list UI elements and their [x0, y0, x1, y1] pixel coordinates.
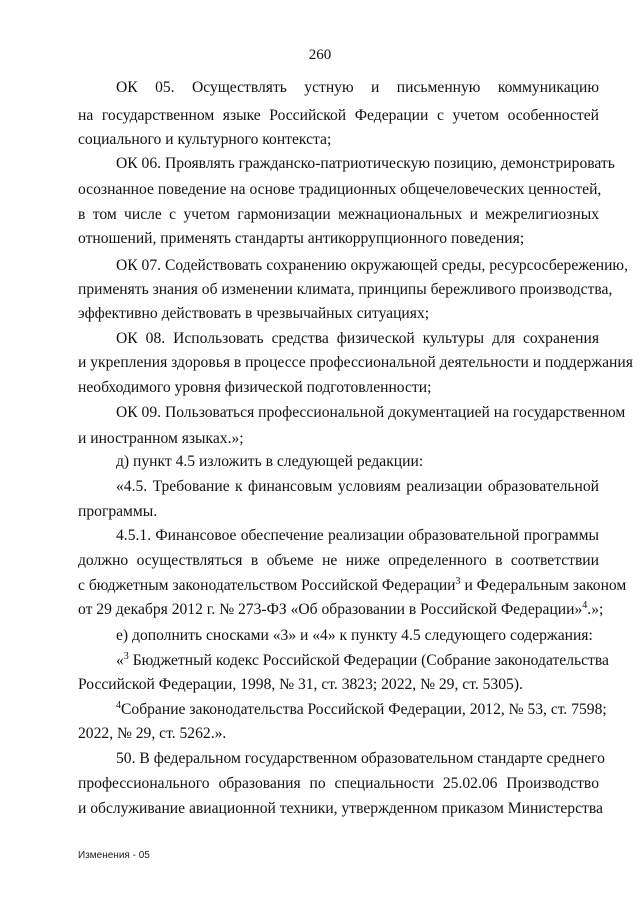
text-segment: и Федеральным законом	[464, 577, 627, 594]
text-line: и иностранном языках.»;	[78, 430, 244, 447]
text-line: ОК 06. Проявлять гражданско-патриотическую позицию, демонстрировать	[116, 155, 615, 172]
text-segment: .»;	[587, 601, 604, 618]
text-line: отношений, применять стандарты антикоррупционного поведения;	[78, 230, 525, 247]
text-line: «4.5. Требование к финансовым условиям реализации образовательной	[116, 478, 599, 495]
footnote-marker: 3	[123, 651, 129, 662]
text-line: эффективно действовать в чрезвычайных ситуациях;	[78, 305, 430, 322]
text-line: должно осуществляться в объеме не ниже определенного в соответствии	[78, 552, 599, 569]
text-line: и укрепления здоровья в процессе профессиональной деятельности и поддержания	[78, 354, 633, 371]
text-line: ОК 09. Пользоваться профессиональной документацией на государственном	[116, 404, 626, 421]
text-line: необходимого уровня физической подготовленности;	[78, 379, 432, 396]
text-line	[116, 700, 607, 719]
text-line: е) дополнить сносками «3» и «4» к пункту 4.5 следующего содержания:	[116, 627, 593, 644]
footnote-marker: 4	[582, 600, 588, 611]
page-footer: Изменения - 05	[78, 850, 150, 861]
text-line: ОК 07. Содействовать сохранению окружающей среды, ресурсосбережению,	[116, 257, 628, 274]
page-number: 260	[308, 47, 332, 63]
text-line: программы.	[78, 503, 158, 520]
text-line: 2022, № 29, ст. 5262.».	[78, 725, 227, 742]
footnote-marker: 4	[116, 700, 121, 711]
text-line: в том числе с учетом гармонизации межнациональных и межрелигиозных	[78, 206, 599, 223]
text-line: Российской Федерации, 1998, № 31, ст. 3823; 2022, № 29, ст. 5305).	[78, 676, 523, 693]
text-line: д) пункт 4.5 изложить в следующей редакции:	[116, 453, 424, 470]
text-line: 4.5.1. Финансовое обеспечение реализации образовательной программы	[116, 527, 599, 544]
text-line	[116, 651, 609, 670]
text-segment: от 29 декабря 2012 г. № 273-ФЗ «Об образовании в Российской Федерации»	[78, 601, 583, 618]
text-line: профессионального образования по специальности 25.02.06 Производство	[78, 775, 599, 792]
text-line: применять знания об изменении климата, принципы бережливого производства,	[78, 281, 613, 298]
text-line	[78, 576, 627, 595]
text-segment: с бюджетным законодательством Российской Федерации	[78, 577, 456, 594]
text-line: на государственном языке Российской Федерации с учетом особенностей	[78, 107, 599, 124]
text-segment: Бюджетный кодекс Российской Федерации (Собрание законодательства	[132, 652, 609, 669]
text-line: ОК 08. Использовать средства физической культуры для сохранения	[116, 330, 599, 347]
text-line: 50. В федеральном государственном образовательном стандарте среднего	[116, 750, 605, 767]
footnote-marker: 3	[455, 576, 461, 587]
text-line: социального и культурного контекста;	[78, 131, 332, 148]
text-segment: «	[116, 652, 124, 669]
text-line: и обслуживание авиационной техники, утвержденном приказом Министерства	[78, 800, 603, 817]
text-line: осознанное поведение на основе традиционных общечеловеческих ценностей,	[78, 181, 602, 198]
text-line: ОК 05. Осуществлять устную и письменную коммуникацию	[116, 79, 599, 96]
text-line	[78, 600, 604, 619]
text-segment: Собрание законодательства Российской Федерации, 2012, № 53, ст. 7598;	[121, 701, 607, 718]
